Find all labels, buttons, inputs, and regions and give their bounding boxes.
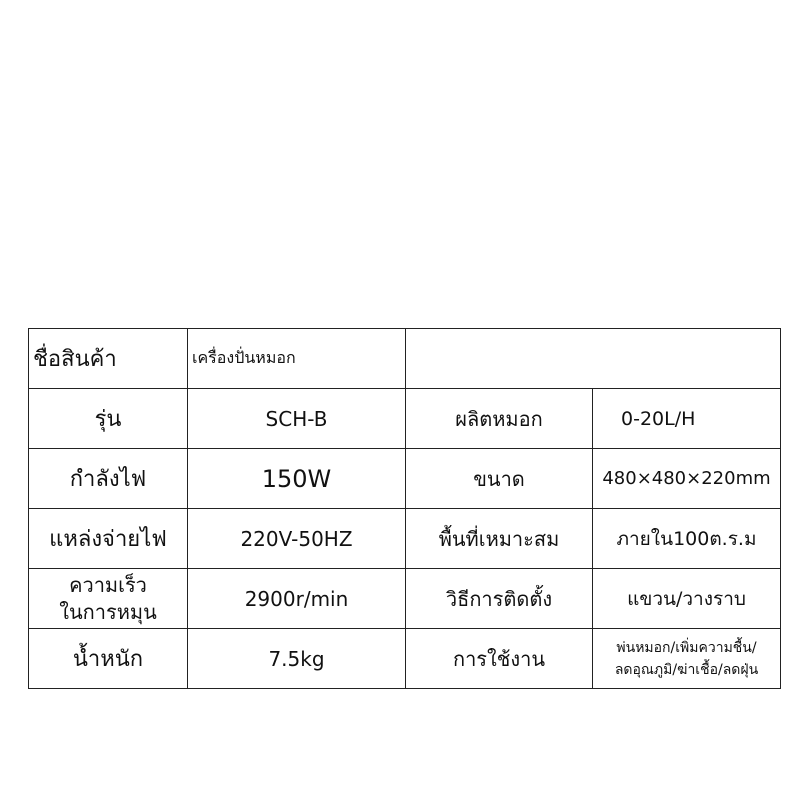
label-power-supply: แหล่งจ่ายไฟ: [29, 509, 188, 569]
row-power: [29, 449, 781, 509]
value-size: 480×480×220mm: [593, 449, 781, 509]
row-model: [29, 389, 781, 449]
label-rotation-speed-line-1: ความเร็ว: [69, 572, 147, 597]
label-rotation-speed-line-2: ในการหมุน: [59, 599, 157, 624]
value-installation: แขวน/วางราบ: [593, 569, 781, 629]
row-power-supply: [29, 509, 781, 569]
label-power: กำลังไฟ: [29, 449, 188, 509]
label-suitable-area: พื้นที่เหมาะสม: [406, 509, 593, 569]
value-power-supply: 220V-50HZ: [188, 509, 406, 569]
spec-table: [28, 328, 781, 689]
value-power: 150W: [188, 449, 406, 509]
value-weight: 7.5kg: [188, 629, 406, 689]
value-model: SCH-B: [188, 389, 406, 449]
label-usage: การใช้งาน: [406, 629, 593, 689]
value-usage-line-2: ลดอุณภูมิ/ฆ่าเชื้อ/ลดฝุ่น: [614, 661, 759, 678]
label-model: รุ่น: [29, 389, 188, 449]
value-rotation-speed: 2900r/min: [188, 569, 406, 629]
label-rotation-speed: [29, 569, 188, 629]
value-mist-output: 0-20L/H: [593, 389, 781, 449]
label-weight: น้ำหนัก: [29, 629, 188, 689]
row-product-name: [29, 329, 781, 389]
value-usage: [593, 629, 781, 689]
value-product-name: เครื่องปั่นหมอก: [188, 329, 406, 389]
value-suitable-area: ภายใน100ต.ร.ม: [593, 509, 781, 569]
label-installation: วิธีการติดตั้ง: [406, 569, 593, 629]
row-weight: [29, 629, 781, 689]
value-usage-line-1: พ่นหมอก/เพิ่มความชื้น/: [616, 639, 757, 656]
label-product-name: ชื่อสินค้า: [29, 329, 188, 389]
label-size: ขนาด: [406, 449, 593, 509]
row-rotation-speed: [29, 569, 781, 629]
empty-cell: [406, 329, 781, 389]
label-mist-output: ผลิตหมอก: [406, 389, 593, 449]
